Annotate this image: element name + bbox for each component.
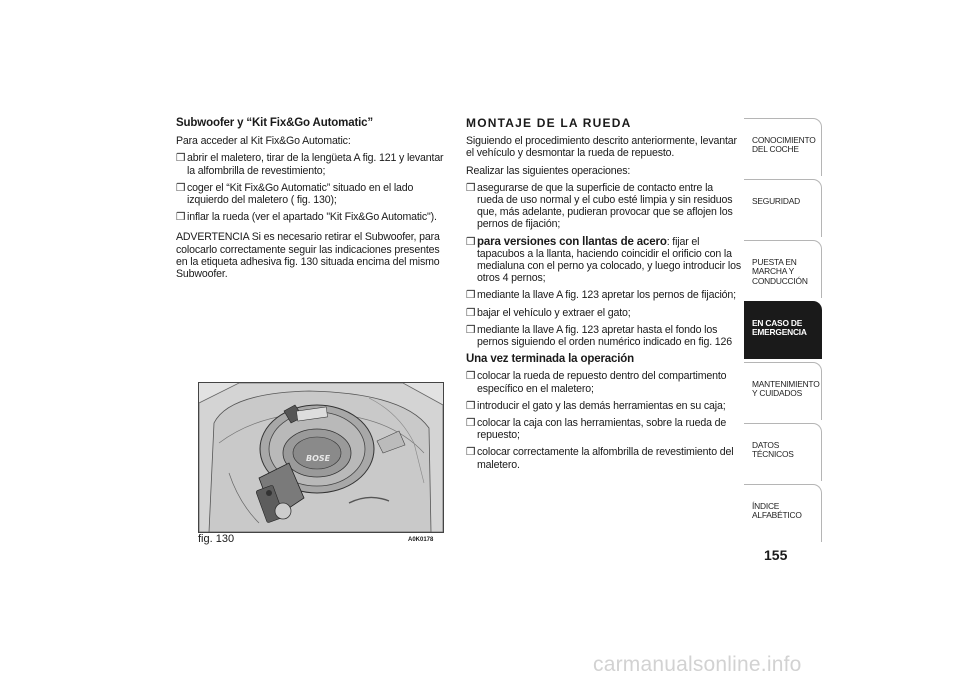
chapter-tabs (744, 118, 822, 545)
checkbox-bullet-icon: ❒ (176, 152, 186, 165)
operations-intro: Realizar las siguientes operaciones: (466, 164, 631, 177)
bose-logo: BOSE (306, 454, 331, 463)
checkbox-bullet-icon: ❒ (466, 399, 476, 412)
figure-code: A0K0178 (408, 537, 434, 543)
figure-caption: fig. 130 (198, 533, 235, 545)
list-item: ❒ bajar el vehículo y extraer el gato; (466, 306, 631, 319)
kit-intro: Para acceder al Kit Fix&Go Automatic: (176, 135, 351, 148)
right-column (466, 117, 741, 476)
list-item: ❒ introducir el gato y las demás herramientas en su caja; (466, 399, 726, 412)
list-item: ❒ colocar correctamente la alfombrilla de revestimiento del maletero. (466, 446, 734, 471)
tab-puesta-en-marcha[interactable]: PUESTA EN MARCHA Y CONDUCCIÓN (744, 240, 822, 298)
subwoofer-subheading: Subwoofer y “Kit Fix&Go Automatic” (176, 117, 374, 129)
page-number: 155 (764, 547, 788, 563)
checkbox-bullet-icon: ❒ (466, 323, 476, 336)
list-item: ❒ coger el “Kit Fix&Go Automatic” situado en el lado izquierdo del maletero ( fig. 130); (176, 181, 414, 207)
list-item: ❒ asegurarse de que la superficie de contacto entre la rueda de uso normal y el cubo esté limpia y sin residuos que, más adelante, pudieran provocar que se aflojen los pernos de fijación; (466, 181, 733, 231)
tab-datos-tecnicos[interactable]: DATOS TÉCNICOS (744, 423, 822, 481)
checkbox-bullet-icon: ❒ (466, 181, 476, 194)
list-item: ❒ abrir el maletero, tirar de la lengüeta A fig. 121 y levantar la alfombrilla de revestimiento; (176, 152, 444, 177)
intro-paragraph: Siguiendo el procedimiento descrito anteriormente, levantar el vehículo y desmontar la rueda de repuesto. (466, 135, 737, 160)
section-heading: MONTAJE DE LA RUEDA (466, 116, 632, 130)
checkbox-bullet-icon: ❒ (466, 289, 476, 302)
checkbox-bullet-icon: ❒ (466, 235, 476, 248)
checkbox-bullet-icon: ❒ (466, 417, 476, 430)
figure-130-illustration (198, 382, 444, 533)
tab-conocimiento-del-coche[interactable]: CONOCIMIENTO DEL COCHE (744, 118, 822, 176)
tab-en-caso-de-emergencia[interactable]: EN CASO DE EMERGENCIA (744, 301, 822, 359)
steel-rims-lead: para versiones con llantas de acero (477, 235, 667, 248)
checkbox-bullet-icon: ❒ (466, 446, 476, 459)
tab-mantenimiento[interactable]: MANTENIMIENTO Y CUIDADOS (744, 362, 822, 420)
tab-indice-alfabetico[interactable]: ÍNDICE ALFABÉTICO (744, 484, 822, 542)
warning-text: ADVERTENCIA Si es necesario retirar el Subwoofer, para colocarlo correctamente seguir las indicaciones presentes en la etiqueta adhesiva fig. 130 situada encima del mismo Subwoofer. (176, 231, 440, 281)
left-column (176, 117, 444, 285)
list-item: ❒ para versiones con llantas de acero: fijar el tapacubos a la llanta, haciendo coincidir el orificio con la medialuna con el perno ya colocado, y luego introducir los otros 4 pernos; (466, 235, 741, 285)
checkbox-bullet-icon: ❒ (176, 211, 186, 224)
checkbox-bullet-icon: ❒ (176, 181, 186, 194)
watermark: carmanualsonline.info (593, 653, 802, 676)
list-item: ❒ mediante la llave A fig. 123 apretar los pernos de fijación; (466, 289, 736, 302)
after-operation-subheading: Una vez terminada la operación (466, 353, 635, 366)
tab-seguridad[interactable]: SEGURIDAD (744, 179, 822, 237)
list-item: ❒ inflar la rueda (ver el apartado "Kit Fix&Go Automatic"). (176, 211, 437, 224)
checkbox-bullet-icon: ❒ (466, 306, 476, 319)
list-item: ❒ colocar la caja con las herramientas, sobre la rueda de repuesto; (466, 417, 727, 442)
trunk-subwoofer-illustration (199, 383, 443, 532)
checkbox-bullet-icon: ❒ (466, 370, 476, 383)
list-item: ❒ colocar la rueda de repuesto dentro del compartimento específico en el maletero; (466, 370, 727, 395)
list-item: ❒ mediante la llave A fig. 123 apretar hasta el fondo los pernos siguiendo el orden numérico indicado en fig. 126 (466, 323, 733, 349)
